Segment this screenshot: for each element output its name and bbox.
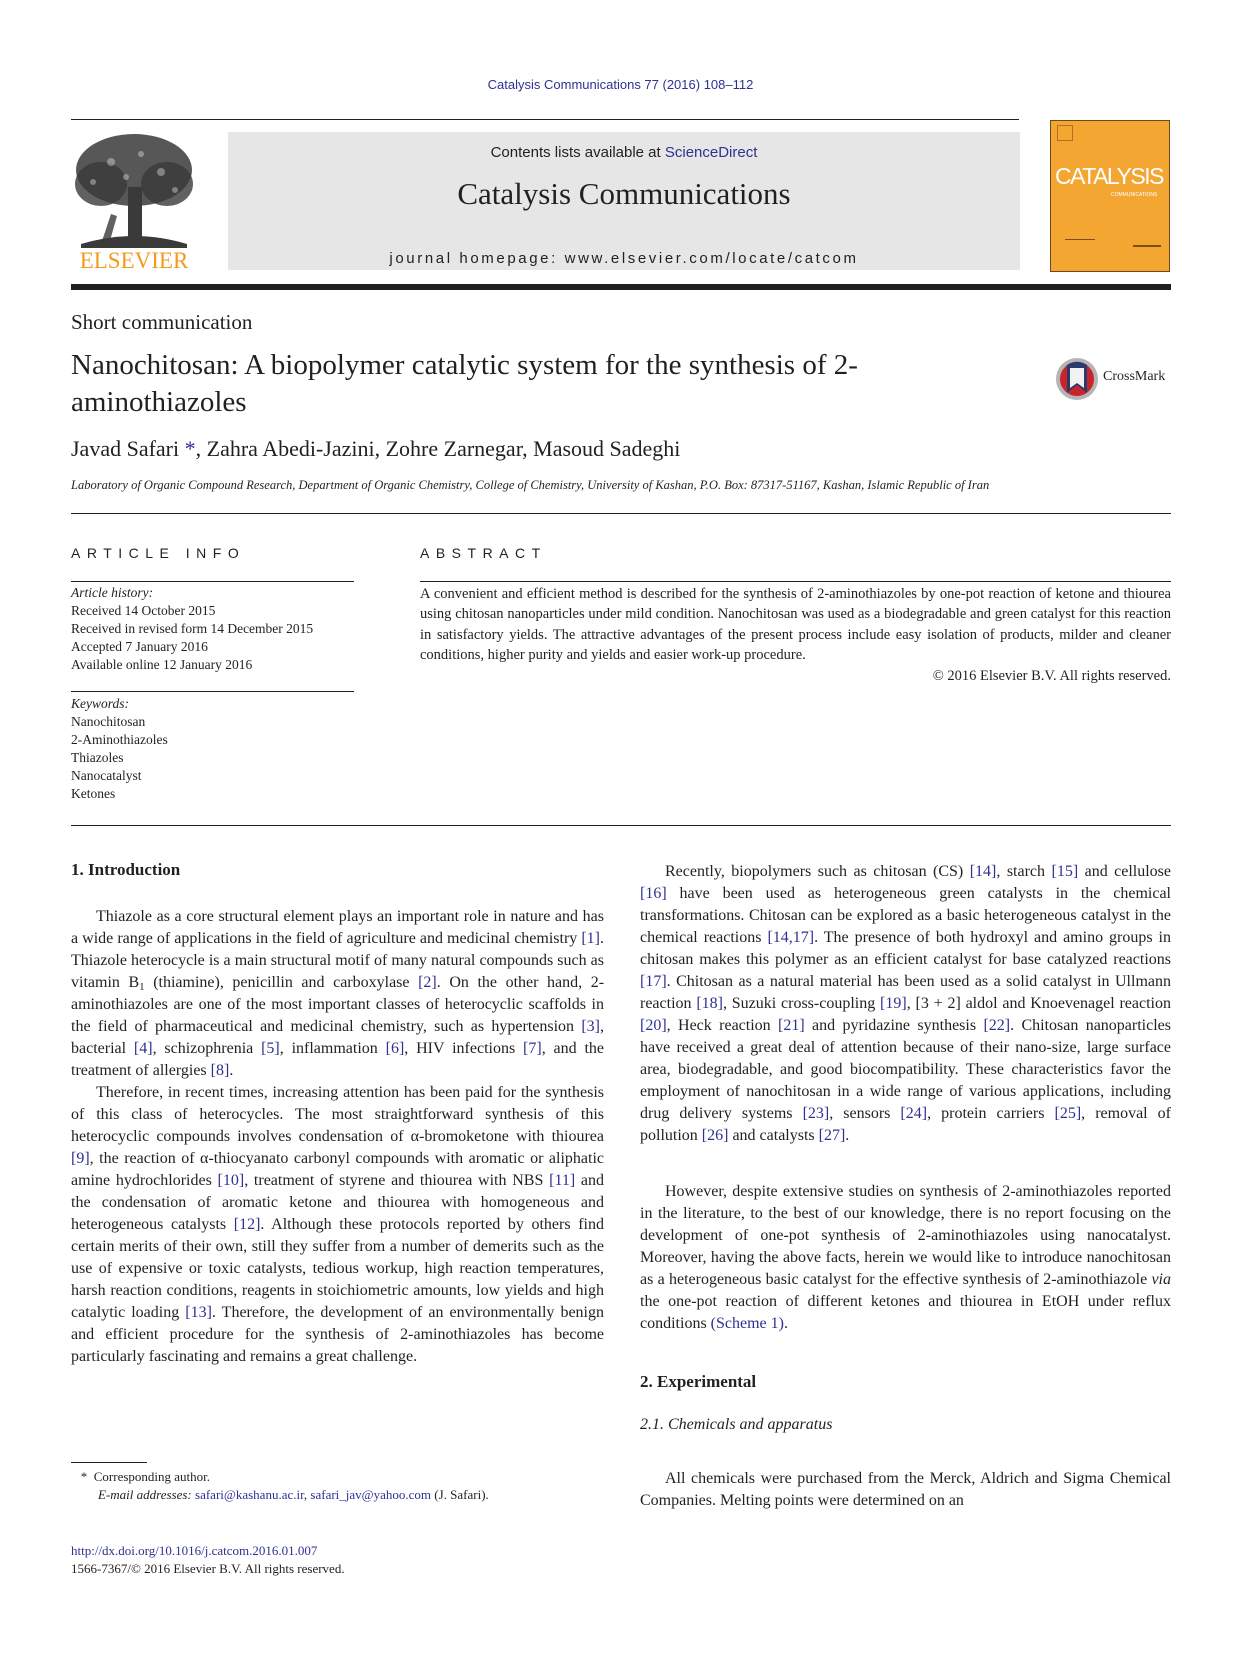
reference-link[interactable]: [20]: [640, 1017, 667, 1034]
reference-link[interactable]: [19]: [880, 995, 907, 1012]
email-link[interactable]: safari_jav@yahoo.com: [310, 1487, 432, 1502]
contents-line: [228, 144, 1020, 161]
keyword: Nanocatalyst: [71, 768, 142, 783]
paragraph: Thiazole as a core structural element plays an important role in nature and has a wide range of applications in the field of agriculture and medicinal chemistry [1]. Thiazole heterocycle is a main structural motif of many natural compounds such as vitamin $B_1$ (thiamine), penicillin and carboxylase [2]. On the other hand, 2-aminothiazoles are one of the most important classes of heterocyclic scaffolds in the field of pharmaceutical and medicinal chemistry, such as hypertension [3], bacterial [4], schizophrenia [5], inflammation [6], HIV infections [7], and the treatment of allergies [8].: [71, 908, 605, 1079]
reference-link[interactable]: [4]: [133, 1040, 153, 1057]
paragraph: Recently, biopolymers such as chitosan (CS) [14], starch [15] and cellulose [16] have been used as heterogeneous green catalysts in the chemical transformations. Chitosan can be explored as a basic heterogeneous catalyst in the chemical reactions [14,17]. The presence of both hydroxyl and amino groups in chitosan makes this polymer as an efficient catalyst for base catalyzed reactions [17]. Chitosan as a natural material has been used as a solid catalyst in Ullmann reaction [18], Suzuki cross-coupling [19], [3 + 2] aldol and Knoevenagel reaction [20], Heck reaction [21] and pyridazine synthesis [22]. Chitosan nanoparticles have received a great deal of attention because of their nano-size, large surface area, biodegradable, and good biocompatibility. These characteristics favor the employment of nanochitosan in a wide range of various applications, including drug delivery systems [23], sensors [24], protein carriers [25], removal of pollution [26] and catalysts [27].: [640, 863, 1172, 1144]
history-label: Article history:: [71, 585, 154, 600]
abstract-text: A convenient and efficient method is described for the synthesis of 2-aminothiazoles by one-pot reaction of ketone and thiourea using chitosan nanoparticles under mild condition. Nanochitosan was used as a biodegradable and green catalyst for this reaction in satisfactory yields. The attractive advantages of the present process include easy isolation of products, milder and cleaner conditions, higher purity and yields and easier work-up procedure.: [420, 586, 1171, 664]
reference-link[interactable]: [14,17]: [767, 929, 815, 946]
paragraph: However, despite extensive studies on synthesis of 2-aminothiazoles reported in the literature, to the best of our knowledge, there is no report focusing on the development of one-pot synthesis of 2-aminothiazoles using nanocatalyst. Moreover, having the above facts, herein we would like to introduce nanochitosan as a heterogeneous basic catalyst for the effective synthesis of 2-aminothiazole via the one-pot reaction of different ketones and thiourea in EtOH under reflux conditions (Scheme 1).: [640, 1183, 1171, 1332]
reference-link[interactable]: [16]: [640, 885, 667, 902]
paragraph: Therefore, in recent times, increasing attention has been paid for the synthesis of this class of heterocycles. The most straightforward synthesis of this heterocyclic compounds involves condensation of α-bromoketone with thiourea [9], the reaction of α-thiocyanato carbonyl compounds with aromatic or aliphatic amine hydrochlorides [10], treatment of styrene and thiourea with NBS [11] and the condensation of aromatic ketone and thiourea with homogeneous and heterogeneous catalysts [12]. Although these protocols reported by others find certain merits of their own, still they suffer from a number of demerits such as the use of expensive or toxic catalysts, tedious workup, high reaction temperatures, harsh reaction conditions, reagents in stoichiometric amounts, low yields and high catalytic loading [13]. Therefore, the development of an environmentally benign and efficient procedure for the synthesis of 2-aminothiazoles has become particularly fascinating and remains a great challenge.: [71, 1084, 605, 1365]
reference-link[interactable]: [23]: [802, 1105, 830, 1122]
journal-homepage[interactable]: journal homepage: www.elsevier.com/locate/catcom: [389, 250, 859, 267]
cover-line: [1133, 245, 1161, 247]
co-authors: , Zahra Abedi-Jazini, Zohre Zarnegar, Masoud Sadeghi: [195, 436, 681, 461]
section-heading-introduction: 1. Introduction: [71, 860, 181, 879]
divider: [71, 691, 354, 692]
paragraph: All chemicals were purchased from the Merck, Aldrich and Sigma Chemical Companies. Melting points were determined on an: [640, 1470, 1171, 1509]
reference-link[interactable]: [10]: [217, 1172, 245, 1189]
doi-link[interactable]: http://dx.doi.org/10.1016/j.catcom.2016.01.007: [71, 1543, 318, 1558]
keywords: [71, 695, 354, 803]
reference-link[interactable]: [1]: [581, 930, 600, 947]
email-addresses: E-mail addresses: safari@kashanu.ac.ir, safari_jav@yahoo.com (J. Safari).: [98, 1487, 489, 1502]
introduction-column-left: [71, 906, 604, 1368]
reference-link[interactable]: [13]: [185, 1304, 212, 1321]
introduction-column-right: [640, 861, 1171, 1147]
scheme-link[interactable]: (Scheme 1): [710, 1315, 784, 1332]
history-item: Accepted 7 January 2016: [71, 639, 208, 654]
article-title: Nanochitosan: A biopolymer catalytic system for the synthesis of 2-aminothiazoles: [71, 349, 858, 418]
email-link[interactable]: safari@kashanu.ac.ir: [195, 1487, 304, 1502]
reference-link[interactable]: [26]: [701, 1127, 729, 1144]
contents-prefix: Contents lists available at: [490, 144, 665, 161]
reference-link[interactable]: [21]: [778, 1017, 805, 1034]
crossmark-icon[interactable]: [1055, 357, 1099, 401]
history-item: Received in revised form 14 December 2015: [71, 621, 314, 636]
author-list: [71, 436, 680, 462]
keyword: Ketones: [71, 786, 116, 801]
history-item: Available online 12 January 2016: [71, 657, 253, 672]
keyword: Thiazoles: [71, 750, 124, 765]
article-info-heading: ARTICLE INFO: [71, 545, 246, 561]
reference-link[interactable]: [12]: [233, 1216, 261, 1233]
reference-link[interactable]: [25]: [1054, 1105, 1082, 1122]
reference-link[interactable]: [5]: [261, 1040, 280, 1057]
divider: [71, 513, 1171, 514]
history-item: Received 14 October 2015: [71, 603, 216, 618]
journal-title: Catalysis Communications: [457, 176, 791, 211]
reference-link[interactable]: [15]: [1051, 863, 1079, 880]
cover-line: [1065, 239, 1095, 240]
divider: [71, 825, 1171, 826]
keyword: Nanochitosan: [71, 714, 146, 729]
reference-link[interactable]: [22]: [983, 1017, 1011, 1034]
elsevier-logo: [71, 132, 197, 272]
elsevier-wordmark: ELSEVIER: [79, 248, 189, 272]
reference-link[interactable]: [3]: [581, 1018, 600, 1035]
reference-link[interactable]: [24]: [900, 1105, 928, 1122]
reference-link[interactable]: [27]: [818, 1127, 846, 1144]
cover-title: CATALYSIS: [1055, 163, 1163, 189]
author-name: Javad Safari: [71, 436, 180, 461]
affiliation: Laboratory of Organic Compound Research, Department of Organic Chemistry, College of Chemistry, University of Kashan, P.O. Box: 87317-51167, Kashan, Islamic Republic of Iran: [71, 478, 990, 492]
reference-link[interactable]: [7]: [523, 1040, 542, 1057]
reference-link[interactable]: [17]: [640, 973, 667, 990]
abstract-heading: ABSTRACT: [420, 545, 547, 561]
keywords-label: Keywords:: [71, 696, 129, 711]
cover-emblem-icon: [1057, 125, 1073, 141]
reference-link[interactable]: [11]: [549, 1172, 576, 1189]
corresponding-mark[interactable]: *: [184, 436, 196, 461]
footnote-rule: [71, 1462, 147, 1463]
introduction-column-right-continued: [640, 1181, 1171, 1335]
cover-subtitle: COMMUNICATIONS: [1111, 192, 1158, 198]
corresponding-author-note: * Corresponding author.: [80, 1469, 211, 1484]
header-rule: [71, 119, 1019, 120]
subsection-heading: 2.1. Chemicals and apparatus: [640, 1416, 833, 1433]
journal-cover[interactable]: [1050, 120, 1170, 272]
reference-link[interactable]: [2]: [418, 974, 437, 991]
elsevier-tree-icon: [71, 132, 197, 272]
reference-link[interactable]: [6]: [385, 1040, 405, 1057]
section-heading-experimental: 2. Experimental: [640, 1372, 757, 1391]
reference-link[interactable]: [14]: [969, 863, 997, 880]
article-type: Short communication: [71, 310, 253, 334]
keyword: 2-Aminothiazoles: [71, 732, 168, 747]
abstract-body: [420, 584, 1171, 686]
reference-link[interactable]: [9]: [71, 1150, 90, 1167]
reference-link[interactable]: [18]: [696, 995, 723, 1012]
journal-banner: [228, 132, 1020, 270]
crossmark-label[interactable]: CrossMark: [1103, 369, 1166, 384]
article-history: [71, 584, 354, 674]
sciencedirect-link[interactable]: ScienceDirect: [664, 144, 758, 161]
journal-citation[interactable]: Catalysis Communications 77 (2016) 108–112: [487, 77, 754, 92]
experimental-text: [640, 1468, 1171, 1512]
reference-link[interactable]: [8]: [210, 1062, 230, 1079]
divider: [71, 581, 354, 582]
abstract-copyright: © 2016 Elsevier B.V. All rights reserved.: [932, 667, 1171, 684]
footnote: [71, 1468, 611, 1504]
divider: [420, 581, 1171, 582]
issn-copyright: 1566-7367/© 2016 Elsevier B.V. All rights reserved.: [71, 1561, 345, 1576]
header-thick-rule: [71, 284, 1171, 290]
